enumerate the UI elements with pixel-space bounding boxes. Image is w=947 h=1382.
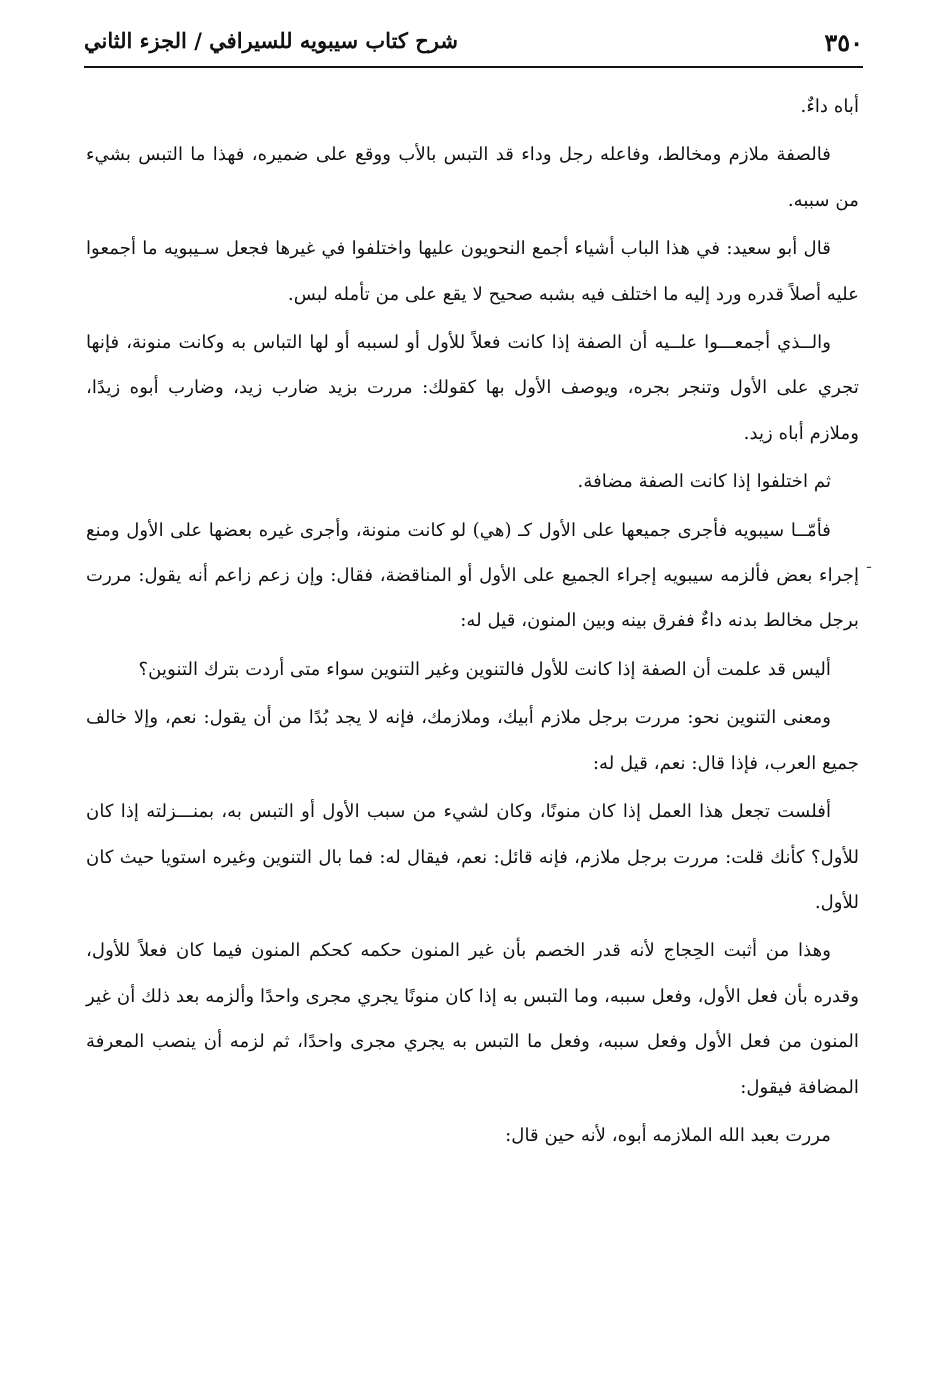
page-header xyxy=(84,24,863,64)
paragraph: قال أبو سعيد: في هذا الباب أشياء أجمع النحويون عليها واختلفوا في غيرها فجعل سـيبويه ما أجمعوا عليه أصلاً قدره ورد إليه ما اختلف فيه بشبه صحيح لا يقع على من تأمله لبس. xyxy=(86,238,859,305)
margin-mark: ـ xyxy=(866,556,871,572)
paragraph: فأمّــا سيبويه فأجرى جميعها على الأول كـ (هي) لو كانت منونة، وأجرى غيره بعضها على الأول ومنع إجراء بعض فألزمه سيبويه إجراء الجميع على الأول أو المناقضة، فقال: وإن زعم زاعم أنه يقول: مررت برجل مخالط بدنه داءٌ ففرق بينه وبين المنون، قيل له: xyxy=(86,519,859,632)
body-text xyxy=(86,84,859,1161)
paragraph: مررت بعبد الله الملازمه أبوه، لأنه حين قال: xyxy=(505,1124,831,1146)
page-number: ٣٥٠ xyxy=(824,28,863,57)
paragraph: والــذي أجمعـــوا علــيه أن الصفة إذا كانت فعلاً للأول أو لسببه أو لها التباس به وكانت منونة، فإنها تجري على الأول وتنجر بجره، ويوصف الأول بها كقولك: مررت بزيد ضارب زيد، وضارب أبوه زيدًا، وملازم أباه زيد. xyxy=(86,332,859,444)
paragraph: وهذا من أثبت الحِجاج لأنه قدر الخصم بأن غير المنون حكمه كحكم المنون فيما كان فعلاً للأول، وقدره بأن فعل الأول، وفعل سببه، وما التبس به إذا كان منونًا يجري مجرى واحدًا وألزمه بعد ذلك أن غير المنون من فعل الأول وفعل سببه، وفعل ما التبس به يجري مجرى واحدًا، ثم لزمه أن ينصب المعرفة المضافة فيقول: xyxy=(86,940,859,1098)
header-rule xyxy=(84,66,863,68)
paragraph: أفلست تجعل هذا العمل إذا كان منونًا، وكان لشيء من سبب الأول أو التبس به، بمنـــزلته إذا كان للأول؟ كأنك قلت: مررت برجل ملازم، فإنه قائل: نعم، فيقال له: فما بال التنوين وغيره استويا حيث كان للأول. xyxy=(86,801,859,913)
paragraph: أباه داءٌ. xyxy=(800,96,859,117)
paragraph: فالصفة ملازم ومخالط، وفاعله رجل وداء قد التبس بالأب ووقع على ضميره، فهذا ما التبس بشيء من سببه. xyxy=(86,144,859,211)
paragraph: أليس قد علمت أن الصفة إذا كانت للأول فالتنوين وغير التنوين سواء متى أردت بترك التنوين؟ xyxy=(138,658,831,680)
running-title: شرح كتاب سيبويه للسيرافي / الجزء الثاني xyxy=(84,28,458,53)
paragraph: ومعنى التنوين نحو: مررت برجل ملازم أبيك، وملازمك، فإنه لا يجد بُدًا من أن يقول: نعم، وإلا خالف جميع العرب، فإذا قال: نعم، قيل له: xyxy=(86,707,859,774)
paragraph: ثم اختلفوا إذا كانت الصفة مضافة. xyxy=(577,471,831,493)
